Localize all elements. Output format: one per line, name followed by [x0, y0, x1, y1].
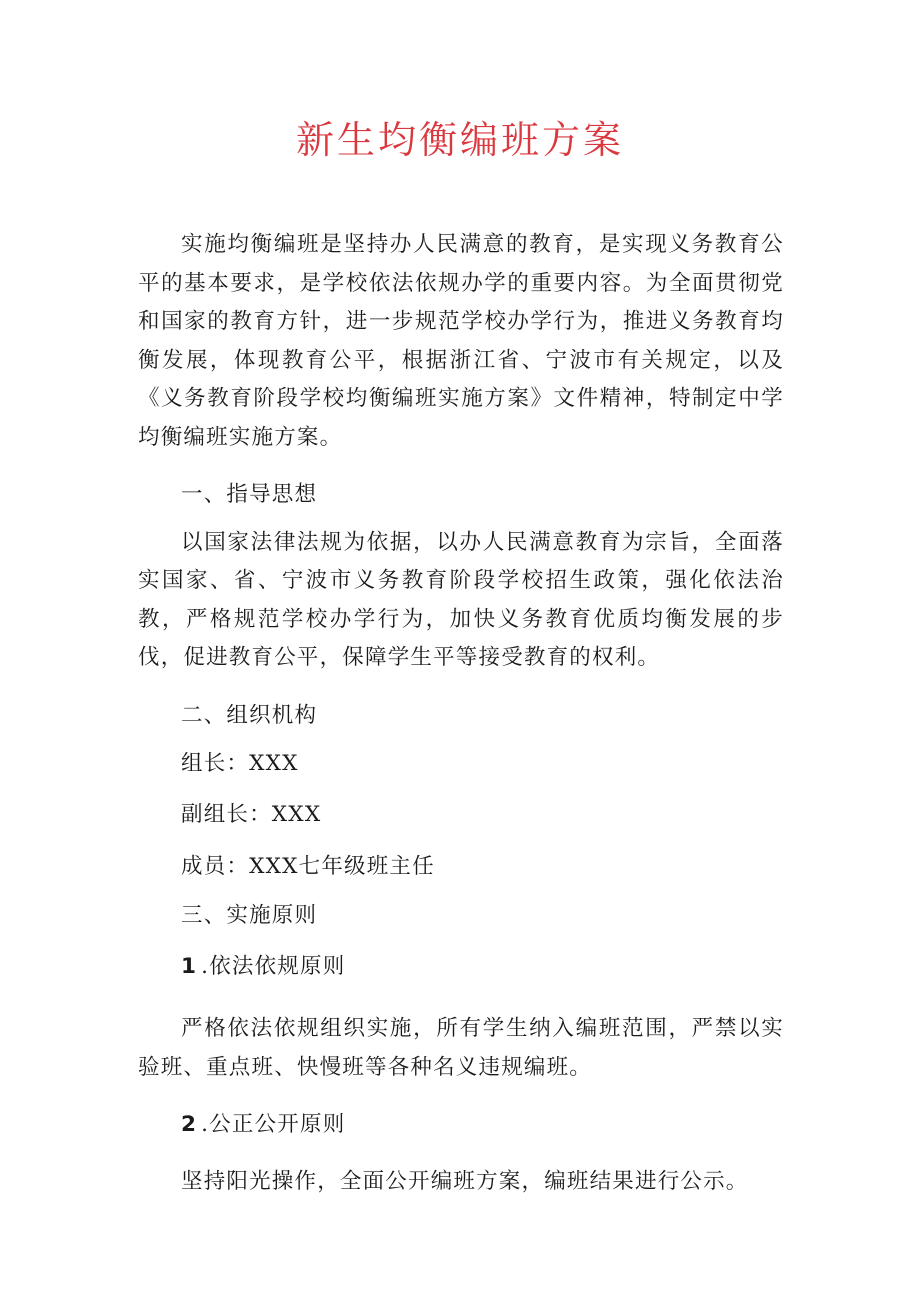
principle-1-number: 1	[181, 953, 198, 979]
principle-1-paragraph: 严格依法依规组织实施，所有学生纳入编班范围，严禁以实验班、重点班、快慢班等各种名义违规编班。	[138, 1015, 784, 1080]
document-title: 新生均衡编班方案	[295, 118, 624, 162]
principle-2-title: .公正公开原则	[201, 1112, 346, 1138]
intro-paragraph: 实施均衡编班是坚持办人民满意的教育，是实现义务教育公平的基本要求，是学校依法依规办学的重要内容。为全面贯彻党和国家的教育方针，进一步规范学校办学行为，推进义务教育均衡发展，体现教育公平，根据浙江省、宁波市有关规定，以及《义务教育阶段学校均衡编班实施方案》文件精神，特制定中学均衡编班实施方案。	[138, 232, 784, 450]
section-heading-guiding-ideology: 一、指导思想	[181, 481, 318, 507]
principle-2-heading	[138, 1101, 784, 1149]
guiding-ideology-paragraph: 以国家法律法规为依据，以办人民满意教育为宗旨，全面落实国家、省、宁波市义务教育阶段学校招生政策，强化依法治教，严格规范学校办学行为，加快义务教育优质均衡发展的步伐，促进教育公平，保障学生平等接受教育的权利。	[138, 529, 784, 671]
org-members: 成员：XXX七年级班主任	[181, 853, 435, 879]
section-heading-organization: 二、组织机构	[181, 702, 318, 728]
principle-1-title: .依法依规原则	[201, 953, 346, 979]
section-heading-principles: 三、实施原则	[181, 902, 318, 928]
principle-2-number: 2	[181, 1112, 198, 1138]
principle-2-paragraph: 坚持阳光操作，全面公开编班方案，编班结果进行公示。	[181, 1169, 749, 1195]
org-deputy-leader: 副组长：XXX	[181, 801, 322, 827]
document-body	[138, 226, 784, 1202]
org-leader: 组长：XXX	[181, 750, 299, 776]
principle-1-heading	[138, 940, 784, 994]
